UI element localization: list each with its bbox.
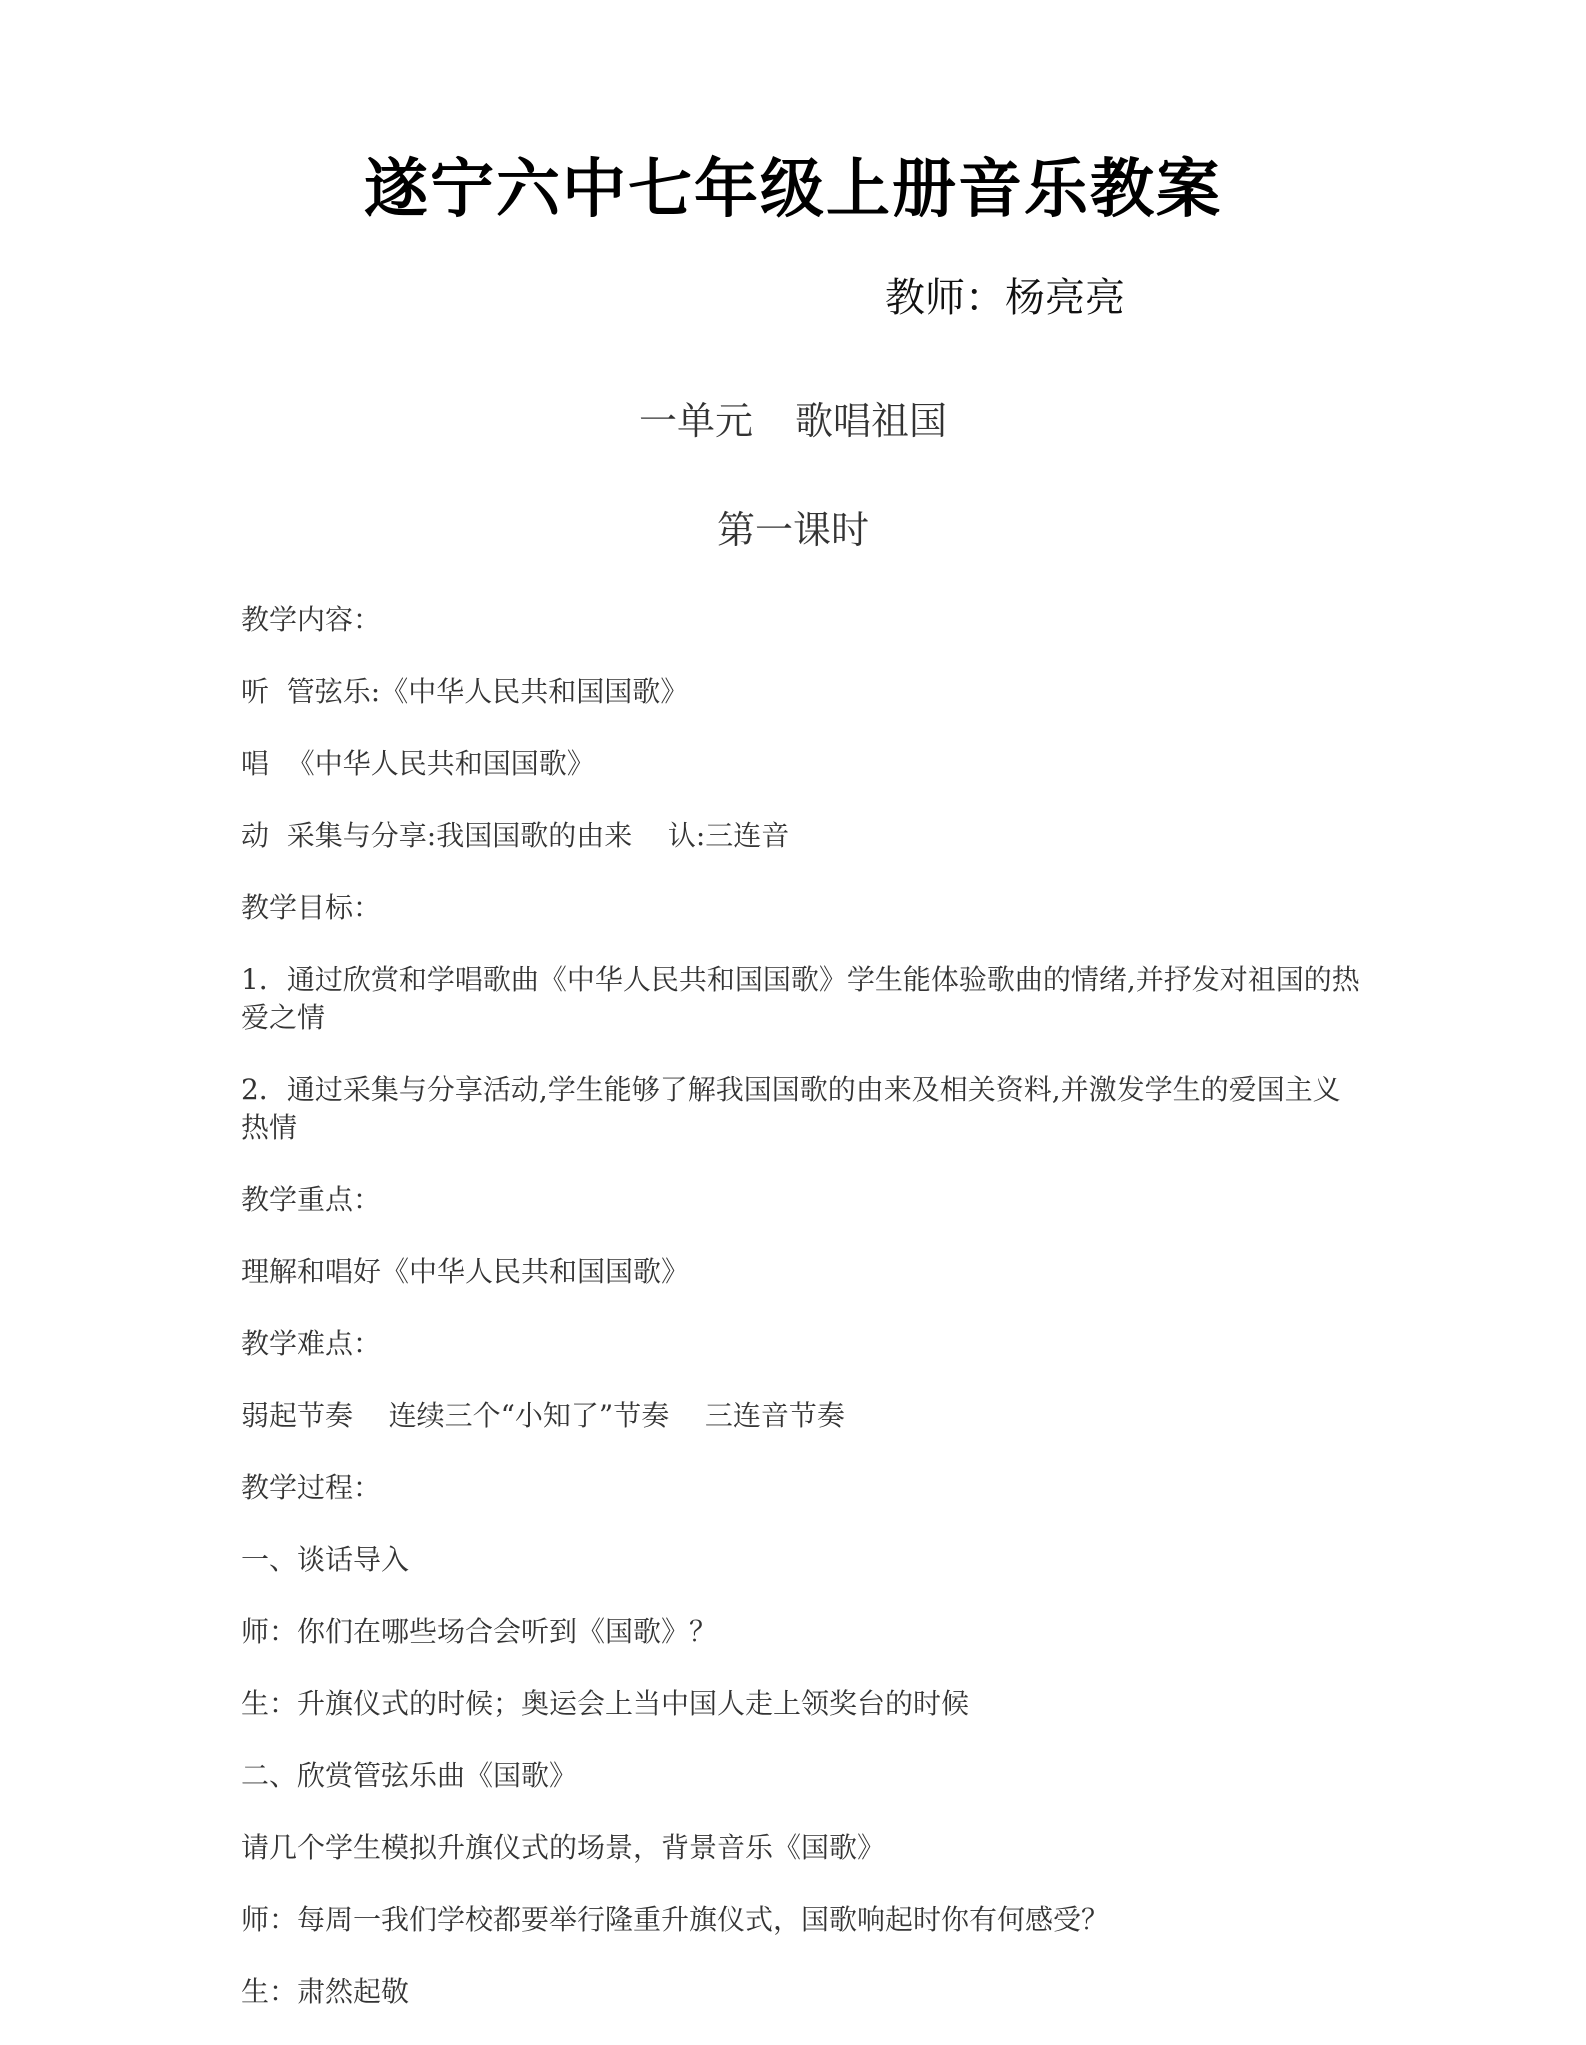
unit-number: 一单元 (638, 399, 753, 443)
section-label-content: 教学内容： (241, 603, 382, 636)
lesson-plan-body (241, 601, 1361, 2045)
unit-name: 歌唱祖国 (795, 399, 948, 443)
document-title: 遂宁六中七年级上册音乐教案 (364, 153, 1222, 227)
key-point: 理解和唱好《中华人民共和国国歌》 (241, 1255, 690, 1288)
content-sing: 唱 《中华人民共和国国歌》 (241, 747, 595, 780)
objective-1: 1．通过欣赏和学唱歌曲《中华人民共和国国歌》学生能体验歌曲的情绪,并抒发对祖国的热爱之情 (241, 963, 1360, 1034)
section-label-process: 教学过程： (241, 1471, 382, 1504)
objective-2: 2．通过采集与分享活动,学生能够了解我国国歌的由来及相关资料,并激发学生的爱国主义热情 (241, 1073, 1341, 1144)
student-answer-1: 生：升旗仪式的时候；奥运会上当中国人走上领奖台的时候 (241, 1687, 970, 1720)
teacher-name: 教师：杨亮亮 (885, 275, 1125, 321)
section-label-key-points: 教学重点： (241, 1183, 382, 1216)
difficulties: 弱起节奏 连续三个“小知了”节奏 三连音节奏 (241, 1399, 845, 1432)
unit-heading (0, 396, 1586, 446)
section-label-objectives: 教学目标： (241, 891, 382, 924)
content-listen: 听 管弦乐:《中华人民共和国国歌》 (241, 675, 689, 708)
lesson-heading: 第一课时 (716, 508, 869, 552)
teacher-question-2: 师：每周一我们学校都要举行隆重升旗仪式，国歌响起时你有何感受？ (241, 1903, 1110, 1936)
step-2-heading: 二、欣赏管弦乐曲《国歌》 (241, 1759, 578, 1792)
student-answer-2: 生：肃然起敬 (241, 1975, 410, 2008)
content-activity: 动 采集与分享:我国国歌的由来 认:三连音 (241, 819, 790, 852)
step-1-heading: 一、谈话导入 (241, 1543, 410, 1576)
teacher-question-1: 师：你们在哪些场合会听到《国歌》？ (241, 1615, 718, 1648)
section-label-difficulties: 教学难点： (241, 1327, 382, 1360)
activity-instruction: 请几个学生模拟升旗仪式的场景，背景音乐《国歌》 (241, 1831, 886, 1864)
